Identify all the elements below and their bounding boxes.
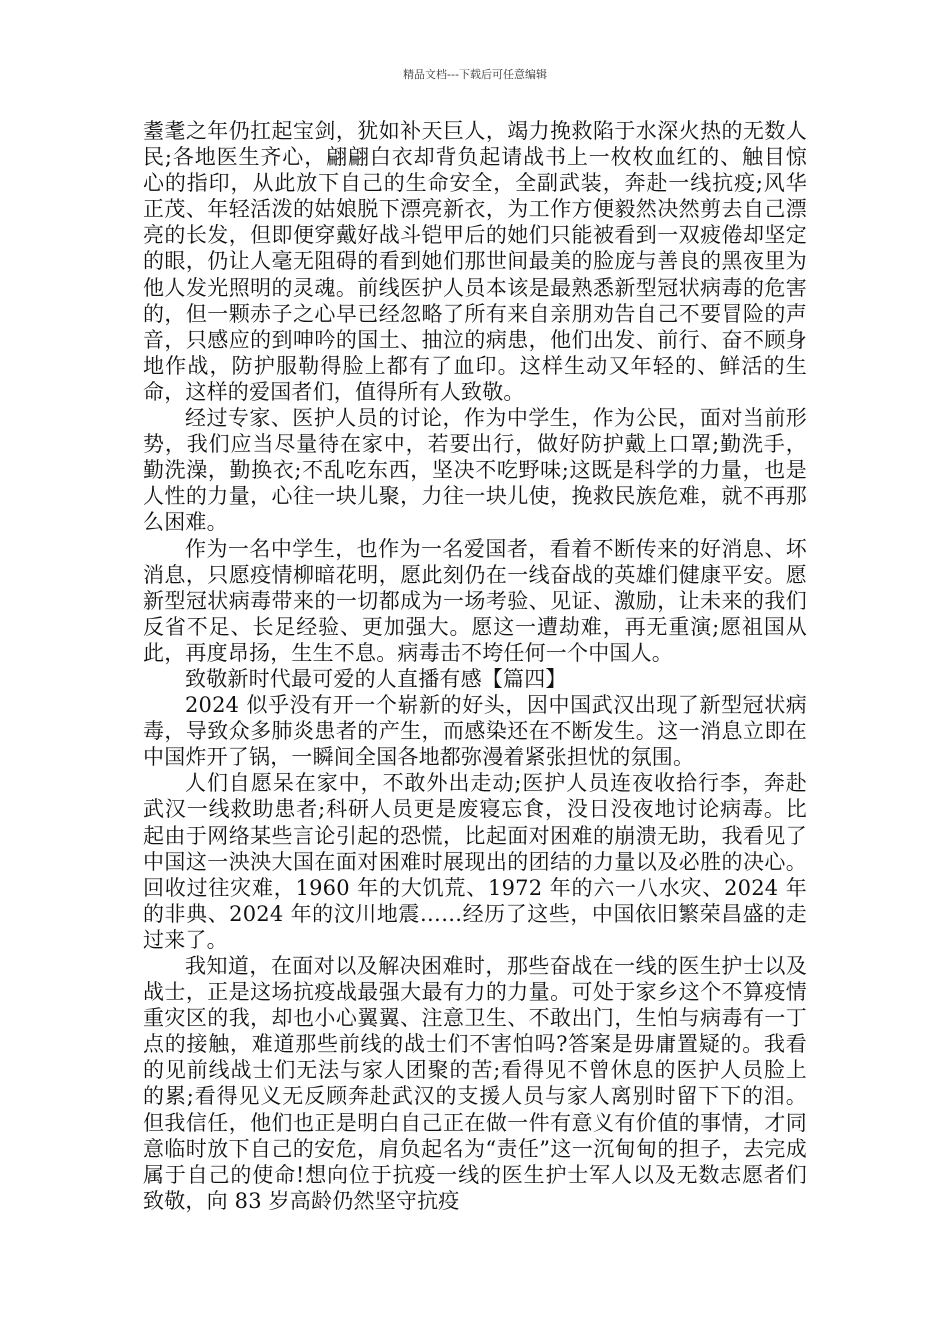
- paragraph: 人们自愿呆在家中，不敢外出走动;医护人员连夜收拾行李，奔赴武汉一线救助患者;科研人员更是废寝忘食，没日没夜地讨论病毒。比起由于网络某些言论引起的恐慌，比起面对困难的崩溃无助，我看见了中国这一泱泱大国在面对困难时展现出的团结的力量以及必胜的决心。回收过往灾难，1960 年的大饥荒、1972 年的六一八水灾、2024 年的非典、2024 年的汶川地震……经历了这些，中国依旧繁荣昌盛的走过来了。: [143, 771, 807, 952]
- paragraph: 耋耄之年仍扛起宝剑，犹如补天巨人，竭力挽救陷于水深火热的无数人民;各地医生齐心，翩翩白衣却背负起请战书上一枚枚血红的、触目惊心的指印，从此放下自己的生命安全，全副武装，奔赴一线抗疫;风华正茂、年轻活泼的姑娘脱下漂亮新衣，为工作方便毅然决然剪去自己漂亮的长发，但即便穿戴好战斗铠甲后的她们只能被看到一双疲倦却坚定的眼，仍让人毫无阻碍的看到她们那世间最美的脸庞与善良的黑夜里为他人发光照明的灵魂。前线医护人员本该是最熟悉新型冠状病毒的危害的，但一颗赤子之心早已经忽略了所有来自亲朋劝告自己不要冒险的声音，只感应的到呻吟的国土、抽泣的病患，他们出发、前行、奋不顾身地作战，防护服勒得脸上都有了血印。这样生动又年轻的、鲜活的生命，这样的爱国者们，值得所有人致敬。: [143, 119, 807, 404]
- page-header: 精品文档---下载后可任意编辑: [403, 68, 547, 81]
- document-body: [143, 118, 807, 1214]
- paragraph: 经过专家、医护人员的讨论，作为中学生，作为公民，面对当前形势，我们应当尽量待在家中，若要出行，做好防护戴上口罩;勤洗手，勤洗澡，勤换衣;不乱吃东西，坚决不吃野味;这既是科学的力量，也是人性的力量，心往一块儿聚，力往一块儿使，挽救民族危难，就不再那么困难。: [143, 406, 807, 535]
- section-heading: 致敬新时代最可爱的人直播有感【篇四】: [185, 666, 567, 691]
- paragraph: 我知道，在面对以及解决困难时，那些奋战在一线的医生护士以及战士，正是这场抗疫战最强大最有力的力量。可处于家乡这个不算疫情重灾区的我，却也小心翼翼、注意卫生、不敢出门，生怕与病毒有一丁点的接触，难道那些前线的战士们不害怕吗?答案是毋庸置疑的。我看的见前线战士们无法与家人团聚的苦;看得见不曾休息的医护人员脸上的累;看得见义无反顾奔赴武汉的支援人员与家人离别时留下下的泪。但我信任，他们也正是明白自己正在做一件有意义有价值的事情，才同意临时放下自己的安危，肩负起名为“责任”这一沉甸甸的担子，去完成属于自己的使命!想向位于抗疫一线的医生护士军人以及无数志愿者们致敬，向 83 岁高龄仍然坚守抗疫: [143, 954, 807, 1213]
- paragraph: 2024 似乎没有开一个崭新的好头，因中国武汉出现了新型冠状病毒，导致众多肺炎患者的产生，而感染还在不断发生。这一消息立即在中国炸开了锅，一瞬间全国各地都弥漫着紧张担忧的氛围。: [143, 693, 807, 770]
- paragraph: 作为一名中学生，也作为一名爱国者，看着不断传来的好消息、坏消息，只愿疫情柳暗花明，愿此刻仍在一线奋战的英雄们健康平安。愿新型冠状病毒带来的一切都成为一场考验、见证、激励，让未来的我们反省不足、长足经验、更加强大。愿这一遭劫难，再无重演;愿祖国从此，再度昂扬，生生不息。病毒击不垮任何一个中国人。: [143, 536, 807, 665]
